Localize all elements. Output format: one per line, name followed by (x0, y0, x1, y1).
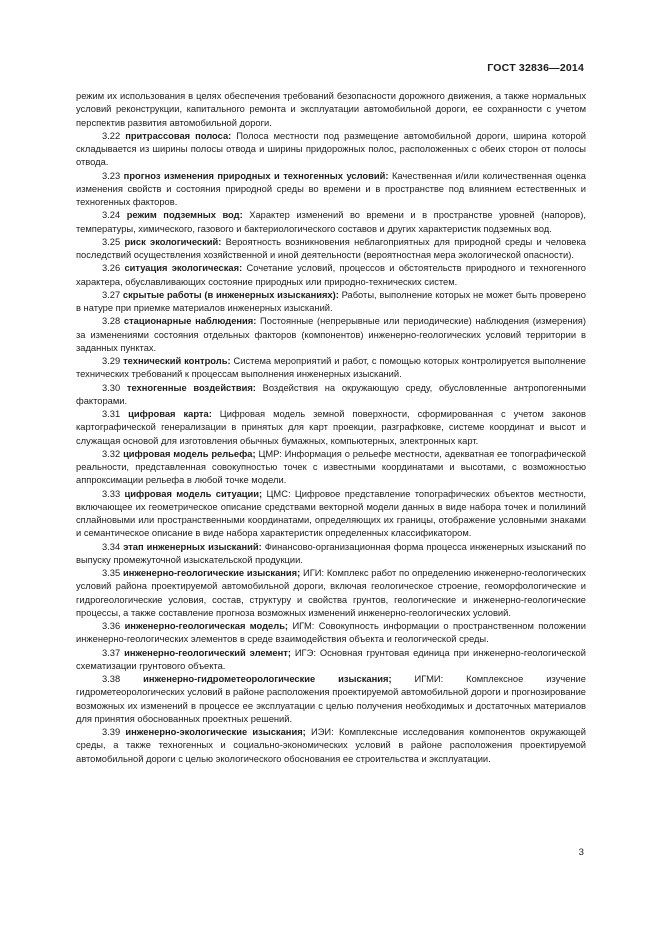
definition-term: режим подземных вод: (126, 210, 243, 221)
definition-term: инженерно-геологический элемент; (124, 647, 291, 658)
definition-text: ИЭИ: Комплексные исследования компонентов окружающей среды, а также техногенных и социально-экономических условий в районе расположения проектируемой автомобильной дороги с целью экологического обоснования ее строительства и эксплуатации. (76, 727, 586, 764)
definition-paragraph (76, 262, 586, 289)
definition-paragraph (76, 130, 586, 170)
definition-number: 3.35 (102, 568, 121, 578)
definition-text: Воздействия на окружающую среду, обусловленные антропогенными факторами. (76, 382, 586, 406)
definition-number: 3.24 (102, 210, 121, 221)
definition-text: Сочетание условий, процессов и обстоятельств природного и техногенного характера, обуславливающих состояние природных или природно-технических систем. (76, 263, 586, 287)
definition-term: ситуация экологическая: (124, 263, 243, 274)
definition-paragraph (76, 408, 586, 448)
definition-term: скрытые работы (в инженерных изысканиях): (122, 289, 339, 300)
definition-paragraph (76, 289, 586, 316)
definition-number: 3.36 (102, 621, 121, 631)
definition-term: технический контроль: (123, 356, 231, 366)
definition-paragraph (76, 448, 586, 488)
definition-paragraph (76, 382, 586, 409)
definition-text: Постоянные (непрерывные или периодические) наблюдения (измерения) за изменениями состояния отдельных факторов (компонентов) инженерно-геологических условий территории в заданных пунктах. (76, 316, 586, 353)
definition-text: ИГЭ: Основная грунтовая единица при инженерно-геологической схематизации грунтового объекта. (76, 647, 586, 671)
definition-term: инженерно-геологические изыскания; (122, 568, 301, 578)
definition-term: прогноз изменения природных и техногенных условий: (123, 170, 389, 181)
definition-number: 3.25 (102, 236, 121, 247)
definition-term: инженерно-экологические изыскания; (125, 727, 306, 737)
definition-paragraph (76, 726, 586, 766)
definition-paragraph (76, 315, 586, 355)
definition-text: ИГМИ: Комплексное изучение гидрометеорологических условий в районе расположения проектируемой автомобильной дороги и прогнозирование возможных их изменений в процессе ее эксплуатации с целью получения необходимых и достаточных материалов для принятия обоснованных проектных решений. (76, 674, 586, 724)
document-body (76, 90, 586, 766)
definition-paragraph (76, 209, 586, 236)
definition-text: Характер изменений во времени и в пространстве уровней (напоров), температуры, химического, газового и бактериологического составов и других характеристик подземных вод. (76, 210, 586, 234)
definition-paragraph (76, 488, 586, 541)
definition-text: ЦМР: Информация о рельефе местности, адекватная ее топографической реальности, представленная совокупностью точек с известными координатами и высотами, с возможностью аппроксимации рельефа в любой точке модели. (76, 448, 586, 486)
definition-number: 3.23 (102, 170, 121, 181)
definition-term: этап инженерных изысканий: (123, 541, 262, 552)
definition-term: стационарные наблюдения: (123, 316, 257, 327)
definition-term: инженерно-гидрометеорологические изыскания; (143, 674, 392, 684)
definition-term: цифровая модель рельефа; (123, 448, 256, 459)
definition-number: 3.37 (102, 647, 121, 658)
definition-number: 3.28 (102, 316, 121, 327)
standard-header: ГОСТ 32836—2014 (487, 62, 584, 74)
definition-number: 3.32 (102, 448, 121, 459)
definition-text: Работы, выполнение которых не может быть проверено в натуре при приемке материалов инженерных изысканий. (76, 289, 586, 313)
definition-number: 3.26 (102, 263, 121, 274)
definition-number: 3.29 (102, 356, 121, 366)
definition-paragraph (76, 236, 586, 263)
definition-number: 3.34 (102, 541, 121, 552)
definition-paragraph (76, 673, 586, 726)
definition-number: 3.22 (102, 130, 121, 141)
definition-text: Качественная и/или количественная оценка изменения свойств и состояния природной среды во времени и в пространстве под влиянием естественных и техногенных факторов. (76, 170, 586, 207)
continuation-paragraph: режим их использования в целях обеспечения требований безопасности дорожного движения, а также нормальных условий реконструкции, капитального ремонта и эксплуатации автомобильной дороги, ее сохранности с учетом перспектив развития автомобильной дороги. (76, 91, 586, 128)
definition-text: Финансово-организационная форма процесса инженерных изысканий по выпуску промежуточной изыскательской продукции. (76, 541, 586, 565)
definition-paragraph (76, 170, 586, 210)
definition-number: 3.31 (102, 409, 121, 419)
page-number: 3 (578, 847, 584, 858)
definition-text: Полоса местности под размещение автомобильной дороги, ширина которой складывается из ширины полосы отвода и ширины придорожных полос, расположенных с обеих сторон от полосы отвода. (76, 130, 586, 168)
definition-number: 3.39 (102, 727, 121, 737)
definition-term: цифровая карта: (128, 409, 212, 419)
definition-paragraph (76, 647, 586, 674)
definition-text: Цифровая модель земной поверхности, сформированная с учетом законов картографической генерализации в принятых для карт проекции, разграфковке, системе координат и высот и служащая основой для изготовления обычных бумажных, компьютерных, электронных карт. (76, 409, 586, 446)
definition-number: 3.30 (102, 382, 121, 393)
definition-paragraph (76, 541, 586, 568)
definition-text: ИГМ: Совокупность информации о пространственном положении инженерно-геологических элементов в среде взаимодействия объекта и геологической среды. (76, 621, 586, 645)
definition-number: 3.38 (102, 674, 121, 684)
definition-text: Вероятность возникновения неблагоприятных для природной среды и человека последствий осуществления хозяйственной и иной деятельности (вероятностная мера экологической опасности). (76, 236, 586, 260)
definition-text: ИГИ: Комплекс работ по определению инженерно-геологических условий района проектируемой автомобильной дороги, включая геологическое строение, геоморфологические и гидрогеологические условия, состав, структуру и свойства грунтов, геологические и инженерно-геологические процессы, а также составление прогноза возможных изменений инженерно-геологических условий. (76, 568, 586, 618)
definition-text: ЦМС: Цифровое представление топографических объектов местности, включающее их геометрическое описание средствами векторной модели данных в виде набора точек и полилиний сплайновыми или пространственными координатами, определяющих их границы, отображение условными знаками и семантическое описание в виде набора характеристик определенных классификатором. (76, 488, 586, 539)
definition-term: притрассовая полоса: (125, 130, 232, 141)
definition-term: риск экологический: (124, 236, 222, 247)
definition-term: техногенные воздействия: (126, 382, 256, 393)
definition-paragraph (76, 355, 586, 382)
definition-paragraph (76, 620, 586, 647)
definition-number: 3.33 (102, 488, 121, 499)
definition-term: цифровая модель ситуации; (124, 488, 263, 499)
definition-number: 3.27 (102, 289, 121, 300)
definition-term: инженерно-геологическая модель; (124, 621, 289, 631)
definition-paragraph (76, 567, 586, 620)
definition-text: Система мероприятий и работ, с помощью которых контролируется выполнение технических требований к процессам выполнения инженерных изысканий. (76, 356, 586, 380)
